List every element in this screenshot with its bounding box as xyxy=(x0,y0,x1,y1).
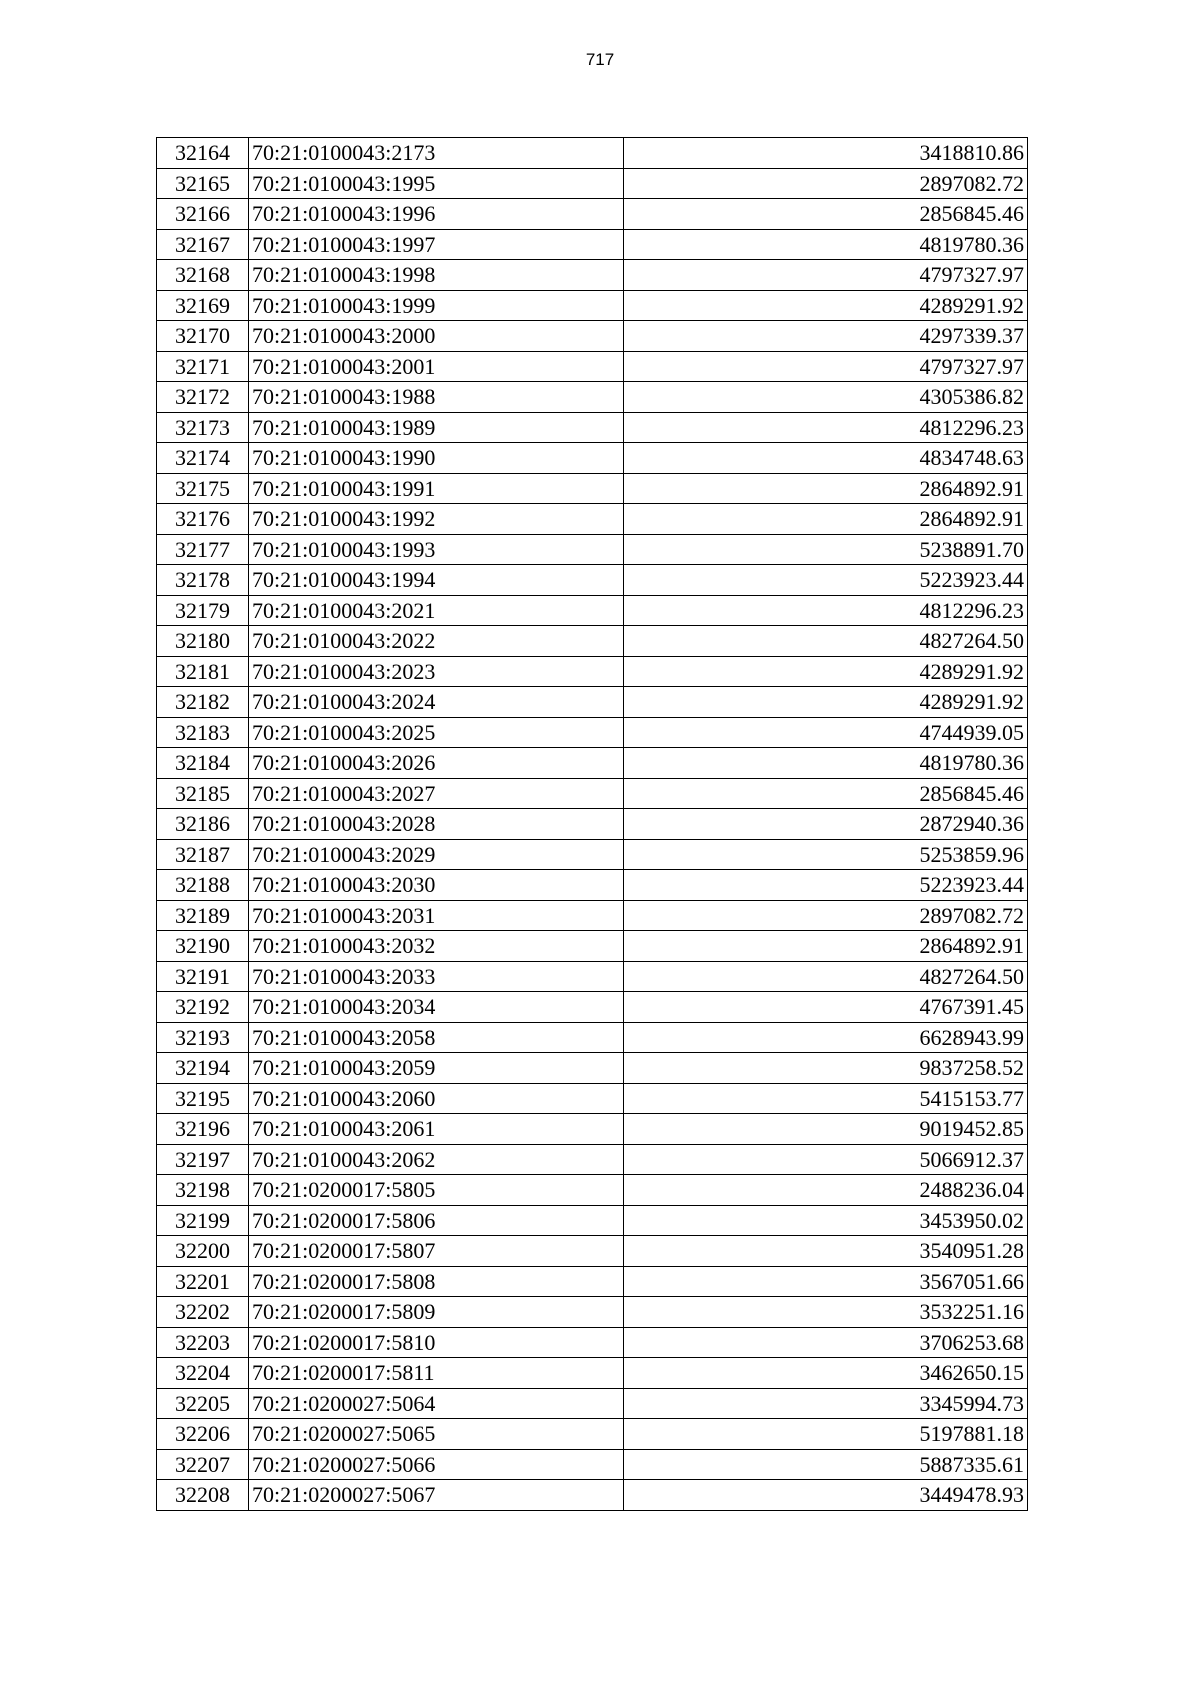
cadastral-value-cell: 4289291.92 xyxy=(624,687,1028,718)
cadastral-number-cell: 70:21:0100043:2061 xyxy=(249,1114,624,1145)
table-row xyxy=(157,1297,1028,1328)
table-row xyxy=(157,199,1028,230)
cadastral-value-cell: 5197881.18 xyxy=(624,1419,1028,1450)
cadastral-value-table xyxy=(156,137,1028,1511)
table-row xyxy=(157,443,1028,474)
row-number-cell: 32187 xyxy=(157,839,249,870)
table-row xyxy=(157,351,1028,382)
cadastral-value-cell: 6628943.99 xyxy=(624,1022,1028,1053)
cadastral-number-cell: 70:21:0200027:5067 xyxy=(249,1480,624,1511)
row-number-cell: 32169 xyxy=(157,290,249,321)
table-row xyxy=(157,168,1028,199)
table-row xyxy=(157,687,1028,718)
cadastral-number-cell: 70:21:0100043:2029 xyxy=(249,839,624,870)
table-row xyxy=(157,1144,1028,1175)
row-number-cell: 32192 xyxy=(157,992,249,1023)
table-row xyxy=(157,656,1028,687)
cadastral-number-cell: 70:21:0100043:2022 xyxy=(249,626,624,657)
cadastral-value-cell: 2864892.91 xyxy=(624,473,1028,504)
row-number-cell: 32182 xyxy=(157,687,249,718)
row-number-cell: 32185 xyxy=(157,778,249,809)
page-number: 717 xyxy=(585,50,615,69)
cadastral-value-cell: 3567051.66 xyxy=(624,1266,1028,1297)
cadastral-value-cell: 5887335.61 xyxy=(624,1449,1028,1480)
cadastral-value-cell: 4305386.82 xyxy=(624,382,1028,413)
table-row xyxy=(157,504,1028,535)
cadastral-value-cell: 4289291.92 xyxy=(624,656,1028,687)
cadastral-number-cell: 70:21:0100043:2173 xyxy=(249,138,624,169)
cadastral-value-cell: 2897082.72 xyxy=(624,168,1028,199)
cadastral-value-cell: 2856845.46 xyxy=(624,199,1028,230)
cadastral-number-cell: 70:21:0100043:2024 xyxy=(249,687,624,718)
table-row xyxy=(157,290,1028,321)
cadastral-value-cell: 3540951.28 xyxy=(624,1236,1028,1267)
row-number-cell: 32202 xyxy=(157,1297,249,1328)
cadastral-value-cell: 4819780.36 xyxy=(624,748,1028,779)
cadastral-number-cell: 70:21:0100043:1993 xyxy=(249,534,624,565)
row-number-cell: 32201 xyxy=(157,1266,249,1297)
cadastral-number-cell: 70:21:0100043:1989 xyxy=(249,412,624,443)
cadastral-number-cell: 70:21:0200017:5809 xyxy=(249,1297,624,1328)
row-number-cell: 32170 xyxy=(157,321,249,352)
table-row xyxy=(157,748,1028,779)
cadastral-number-cell: 70:21:0100043:1994 xyxy=(249,565,624,596)
table-row xyxy=(157,778,1028,809)
row-number-cell: 32188 xyxy=(157,870,249,901)
cadastral-number-cell: 70:21:0100043:1996 xyxy=(249,199,624,230)
table-row xyxy=(157,595,1028,626)
row-number-cell: 32166 xyxy=(157,199,249,230)
row-number-cell: 32181 xyxy=(157,656,249,687)
cadastral-number-cell: 70:21:0200017:5811 xyxy=(249,1358,624,1389)
cadastral-value-cell: 4797327.97 xyxy=(624,351,1028,382)
row-number-cell: 32195 xyxy=(157,1083,249,1114)
cadastral-number-cell: 70:21:0200017:5806 xyxy=(249,1205,624,1236)
cadastral-value-cell: 4812296.23 xyxy=(624,412,1028,443)
cadastral-value-cell: 4834748.63 xyxy=(624,443,1028,474)
cadastral-number-cell: 70:21:0100043:1992 xyxy=(249,504,624,535)
cadastral-number-cell: 70:21:0100043:2027 xyxy=(249,778,624,809)
table-row xyxy=(157,1449,1028,1480)
row-number-cell: 32165 xyxy=(157,168,249,199)
table-row xyxy=(157,382,1028,413)
cadastral-value-cell: 5223923.44 xyxy=(624,870,1028,901)
row-number-cell: 32171 xyxy=(157,351,249,382)
cadastral-number-cell: 70:21:0100043:2025 xyxy=(249,717,624,748)
table-row xyxy=(157,1419,1028,1450)
table-row xyxy=(157,565,1028,596)
cadastral-value-cell: 4827264.50 xyxy=(624,626,1028,657)
cadastral-number-cell: 70:21:0100043:2026 xyxy=(249,748,624,779)
table-row xyxy=(157,992,1028,1023)
row-number-cell: 32194 xyxy=(157,1053,249,1084)
cadastral-value-cell: 3706253.68 xyxy=(624,1327,1028,1358)
table-row xyxy=(157,473,1028,504)
cadastral-value-cell: 4289291.92 xyxy=(624,290,1028,321)
cadastral-number-cell: 70:21:0100043:1991 xyxy=(249,473,624,504)
table-row xyxy=(157,717,1028,748)
row-number-cell: 32167 xyxy=(157,229,249,260)
cadastral-value-cell: 9019452.85 xyxy=(624,1114,1028,1145)
table-row xyxy=(157,1205,1028,1236)
cadastral-value-cell: 4827264.50 xyxy=(624,961,1028,992)
row-number-cell: 32164 xyxy=(157,138,249,169)
row-number-cell: 32176 xyxy=(157,504,249,535)
row-number-cell: 32199 xyxy=(157,1205,249,1236)
row-number-cell: 32207 xyxy=(157,1449,249,1480)
row-number-cell: 32205 xyxy=(157,1388,249,1419)
table-row xyxy=(157,229,1028,260)
table-row xyxy=(157,260,1028,291)
row-number-cell: 32184 xyxy=(157,748,249,779)
cadastral-value-cell: 3345994.73 xyxy=(624,1388,1028,1419)
table-row xyxy=(157,1388,1028,1419)
cadastral-number-cell: 70:21:0100043:2000 xyxy=(249,321,624,352)
cadastral-value-cell: 2872940.36 xyxy=(624,809,1028,840)
cadastral-number-cell: 70:21:0100043:1990 xyxy=(249,443,624,474)
table-row xyxy=(157,809,1028,840)
row-number-cell: 32174 xyxy=(157,443,249,474)
row-number-cell: 32198 xyxy=(157,1175,249,1206)
row-number-cell: 32190 xyxy=(157,931,249,962)
cadastral-number-cell: 70:21:0100043:2021 xyxy=(249,595,624,626)
cadastral-number-cell: 70:21:0100043:1995 xyxy=(249,168,624,199)
row-number-cell: 32200 xyxy=(157,1236,249,1267)
cadastral-value-cell: 2864892.91 xyxy=(624,931,1028,962)
row-number-cell: 32179 xyxy=(157,595,249,626)
cadastral-value-cell: 3532251.16 xyxy=(624,1297,1028,1328)
cadastral-number-cell: 70:21:0100043:2062 xyxy=(249,1144,624,1175)
row-number-cell: 32189 xyxy=(157,900,249,931)
cadastral-number-cell: 70:21:0100043:1998 xyxy=(249,260,624,291)
table-row xyxy=(157,1175,1028,1206)
table-row xyxy=(157,1266,1028,1297)
cadastral-value-cell: 3449478.93 xyxy=(624,1480,1028,1511)
table-row xyxy=(157,839,1028,870)
table-row xyxy=(157,1053,1028,1084)
cadastral-number-cell: 70:21:0100043:2023 xyxy=(249,656,624,687)
cadastral-number-cell: 70:21:0100043:2030 xyxy=(249,870,624,901)
cadastral-number-cell: 70:21:0100043:2001 xyxy=(249,351,624,382)
row-number-cell: 32172 xyxy=(157,382,249,413)
row-number-cell: 32178 xyxy=(157,565,249,596)
cadastral-value-cell: 4797327.97 xyxy=(624,260,1028,291)
cadastral-number-cell: 70:21:0100043:2031 xyxy=(249,900,624,931)
table-row xyxy=(157,1480,1028,1511)
table-row xyxy=(157,138,1028,169)
row-number-cell: 32180 xyxy=(157,626,249,657)
table-row xyxy=(157,961,1028,992)
table-row xyxy=(157,1022,1028,1053)
cadastral-value-cell: 5253859.96 xyxy=(624,839,1028,870)
cadastral-value-cell: 9837258.52 xyxy=(624,1053,1028,1084)
cadastral-value-cell: 2856845.46 xyxy=(624,778,1028,809)
table-row xyxy=(157,321,1028,352)
row-number-cell: 32186 xyxy=(157,809,249,840)
cadastral-value-cell: 4297339.37 xyxy=(624,321,1028,352)
cadastral-number-cell: 70:21:0200017:5810 xyxy=(249,1327,624,1358)
cadastral-number-cell: 70:21:0200017:5808 xyxy=(249,1266,624,1297)
table-row xyxy=(157,1236,1028,1267)
cadastral-number-cell: 70:21:0100043:2034 xyxy=(249,992,624,1023)
cadastral-value-cell: 4744939.05 xyxy=(624,717,1028,748)
row-number-cell: 32183 xyxy=(157,717,249,748)
table-row xyxy=(157,900,1028,931)
cadastral-value-cell: 3453950.02 xyxy=(624,1205,1028,1236)
cadastral-value-cell: 2864892.91 xyxy=(624,504,1028,535)
row-number-cell: 32173 xyxy=(157,412,249,443)
cadastral-value-cell: 2488236.04 xyxy=(624,1175,1028,1206)
cadastral-value-cell: 4812296.23 xyxy=(624,595,1028,626)
table-row xyxy=(157,412,1028,443)
row-number-cell: 32177 xyxy=(157,534,249,565)
table-row xyxy=(157,870,1028,901)
table-row xyxy=(157,1083,1028,1114)
row-number-cell: 32203 xyxy=(157,1327,249,1358)
row-number-cell: 32168 xyxy=(157,260,249,291)
row-number-cell: 32193 xyxy=(157,1022,249,1053)
cadastral-number-cell: 70:21:0100043:2059 xyxy=(249,1053,624,1084)
row-number-cell: 32196 xyxy=(157,1114,249,1145)
cadastral-value-cell: 4819780.36 xyxy=(624,229,1028,260)
row-number-cell: 32175 xyxy=(157,473,249,504)
cadastral-number-cell: 70:21:0100043:2060 xyxy=(249,1083,624,1114)
cadastral-number-cell: 70:21:0200027:5066 xyxy=(249,1449,624,1480)
cadastral-value-cell: 3462650.15 xyxy=(624,1358,1028,1389)
cadastral-number-cell: 70:21:0200017:5805 xyxy=(249,1175,624,1206)
table-body xyxy=(157,138,1028,1511)
table-row xyxy=(157,1327,1028,1358)
row-number-cell: 32208 xyxy=(157,1480,249,1511)
table-row xyxy=(157,534,1028,565)
cadastral-number-cell: 70:21:0100043:1999 xyxy=(249,290,624,321)
cadastral-value-cell: 5415153.77 xyxy=(624,1083,1028,1114)
cadastral-number-cell: 70:21:0100043:1997 xyxy=(249,229,624,260)
cadastral-number-cell: 70:21:0100043:1988 xyxy=(249,382,624,413)
cadastral-number-cell: 70:21:0100043:2033 xyxy=(249,961,624,992)
cadastral-number-cell: 70:21:0200017:5807 xyxy=(249,1236,624,1267)
cadastral-value-cell: 5238891.70 xyxy=(624,534,1028,565)
row-number-cell: 32204 xyxy=(157,1358,249,1389)
cadastral-number-cell: 70:21:0100043:2028 xyxy=(249,809,624,840)
table-row xyxy=(157,1358,1028,1389)
cadastral-number-cell: 70:21:0100043:2058 xyxy=(249,1022,624,1053)
row-number-cell: 32197 xyxy=(157,1144,249,1175)
cadastral-value-cell: 5066912.37 xyxy=(624,1144,1028,1175)
cadastral-value-cell: 2897082.72 xyxy=(624,900,1028,931)
row-number-cell: 32191 xyxy=(157,961,249,992)
cadastral-number-cell: 70:21:0200027:5065 xyxy=(249,1419,624,1450)
cadastral-value-cell: 5223923.44 xyxy=(624,565,1028,596)
cadastral-value-cell: 4767391.45 xyxy=(624,992,1028,1023)
cadastral-number-cell: 70:21:0100043:2032 xyxy=(249,931,624,962)
cadastral-number-cell: 70:21:0200027:5064 xyxy=(249,1388,624,1419)
row-number-cell: 32206 xyxy=(157,1419,249,1450)
cadastral-value-cell: 3418810.86 xyxy=(624,138,1028,169)
table-row xyxy=(157,626,1028,657)
table-row xyxy=(157,931,1028,962)
table-row xyxy=(157,1114,1028,1145)
